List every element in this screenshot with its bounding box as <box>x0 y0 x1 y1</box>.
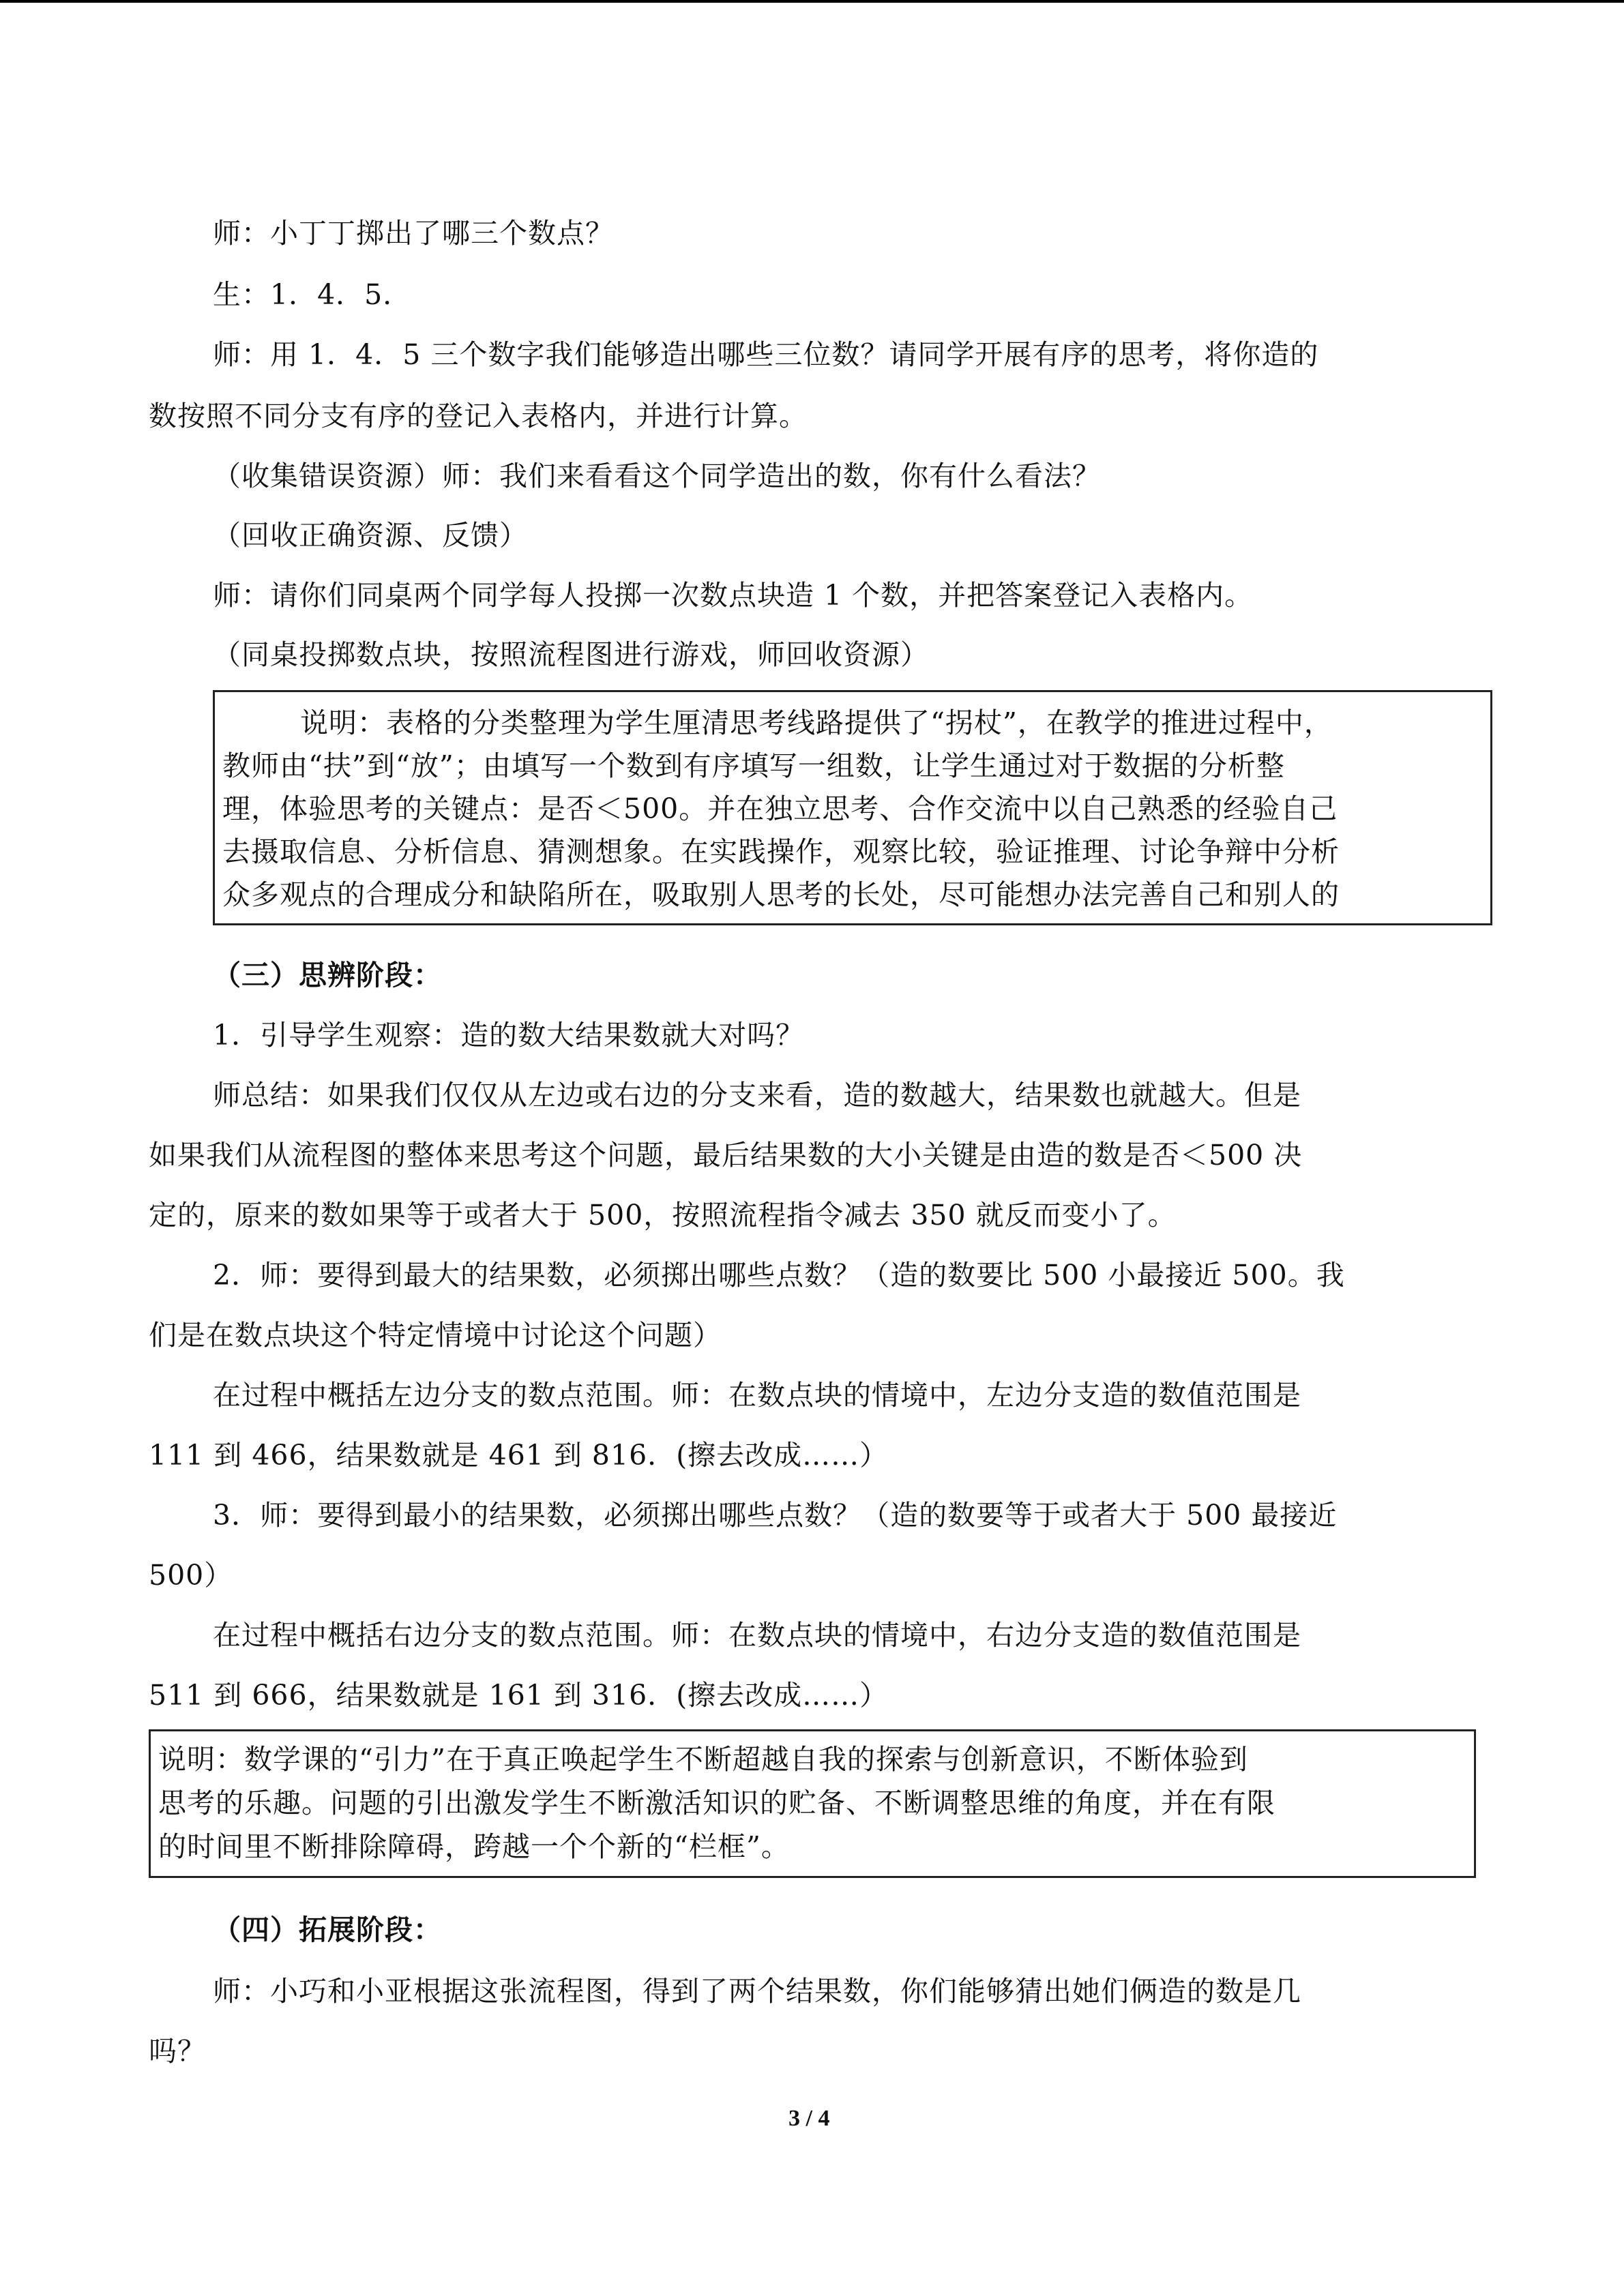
paragraph-line: 师：请你们同桌两个同学每人投掷一次数点块造 1 个数，并把答案登记入表格内。 <box>213 579 1254 612</box>
paragraph-line: 2．师：要得到最大的结果数，必须掷出哪些点数？（造的数要比 500 小最接近 500。我 <box>213 1259 1345 1292</box>
paragraph-line: 师：小巧和小亚根据这张流程图，得到了两个结果数，你们能够猜出她们俩造的数是几 <box>213 1975 1301 2008</box>
paragraph-line: 500） <box>149 1559 233 1592</box>
section-heading: （四）拓展阶段： <box>213 1913 442 1946</box>
paragraph-line: （收集错误资源）师：我们来看看这个同学造出的数，你有什么看法？ <box>213 460 1101 492</box>
paragraph-line: 如果我们从流程图的整体来思考这个问题，最后结果数的大小关键是由造的数是否＜500 决 <box>149 1139 1303 1172</box>
note-line: 教师由“扶”到“放”；由填写一个数到有序填写一组数，让学生通过对于数据的分析整 <box>222 749 1285 782</box>
paragraph-line: 们是在数点块这个特定情境中讨论这个问题） <box>149 1319 722 1352</box>
paragraph-line: 生：1．4．5． <box>213 278 412 311</box>
paragraph-line: 师总结：如果我们仅仅从左边或右边的分支来看，造的数越大，结果数也就越大。但是 <box>213 1079 1301 1112</box>
top-border <box>0 0 1624 3</box>
note-line: 思考的乐趣。问题的引出激发学生不断激活知识的贮备、不断调整思维的角度，并在有限 <box>158 1787 1275 1819</box>
section-heading: （三）思辨阶段： <box>213 959 442 992</box>
note-line: 的时间里不断排除障碍，跨越一个个新的“栏框”。 <box>158 1830 790 1863</box>
paragraph-line: 师：小丁丁掷出了哪三个数点？ <box>213 217 614 250</box>
paragraph-line: （回收正确资源、反馈） <box>213 519 528 552</box>
paragraph-line: 师：用 1．4．5 三个数字我们能够造出哪些三位数？请同学开展有序的思考，将你造的 <box>213 338 1319 371</box>
paragraph-line: 数按照不同分支有序的登记入表格内，并进行计算。 <box>149 400 808 432</box>
paragraph-line: 511 到 666，结果数就是 161 到 316．(擦去改成……） <box>149 1679 889 1712</box>
paragraph-line: 3．师：要得到最小的结果数，必须掷出哪些点数？（造的数要等于或者大于 500 最接近 <box>213 1499 1338 1532</box>
paragraph-line: 在过程中概括左边分支的数点范围。师：在数点块的情境中，左边分支造的数值范围是 <box>213 1379 1301 1412</box>
paragraph-line: 定的，原来的数如果等于或者大于 500，按照流程指令减去 350 就反而变小了。 <box>149 1199 1177 1232</box>
note-line: 去摄取信息、分析信息、猜测想象。在实践操作，观察比较，验证推理、讨论争辩中分析 <box>222 835 1340 868</box>
paragraph-line: 吗？ <box>149 2035 206 2068</box>
paragraph-line: 1．引导学生观察：造的数大结果数就大对吗？ <box>213 1019 805 1052</box>
note-line: 众多观点的合理成分和缺陷所在，吸取别人思考的长处，尽可能想办法完善自己和别人的 <box>222 878 1340 911</box>
paragraph-line: 在过程中概括右边分支的数点范围。师：在数点块的情境中，右边分支造的数值范围是 <box>213 1619 1301 1652</box>
paragraph-line: （同桌投掷数点块，按照流程图进行游戏，师回收资源） <box>213 638 929 671</box>
paragraph-line: 111 到 466，结果数就是 461 到 816．(擦去改成……） <box>149 1439 889 1472</box>
note-line: 说明：数学课的“引力”在于真正唤起学生不断超越自我的探索与创新意识，不断体验到 <box>158 1743 1248 1776</box>
page-number: 3 / 4 <box>788 2106 830 2131</box>
note-line: 说明：表格的分类整理为学生厘清思考线路提供了“拐杖”，在教学的推进过程中， <box>300 706 1333 739</box>
note-line: 理，体验思考的关键点：是否＜500。并在独立思考、合作交流中以自己熟悉的经验自己 <box>222 792 1338 825</box>
